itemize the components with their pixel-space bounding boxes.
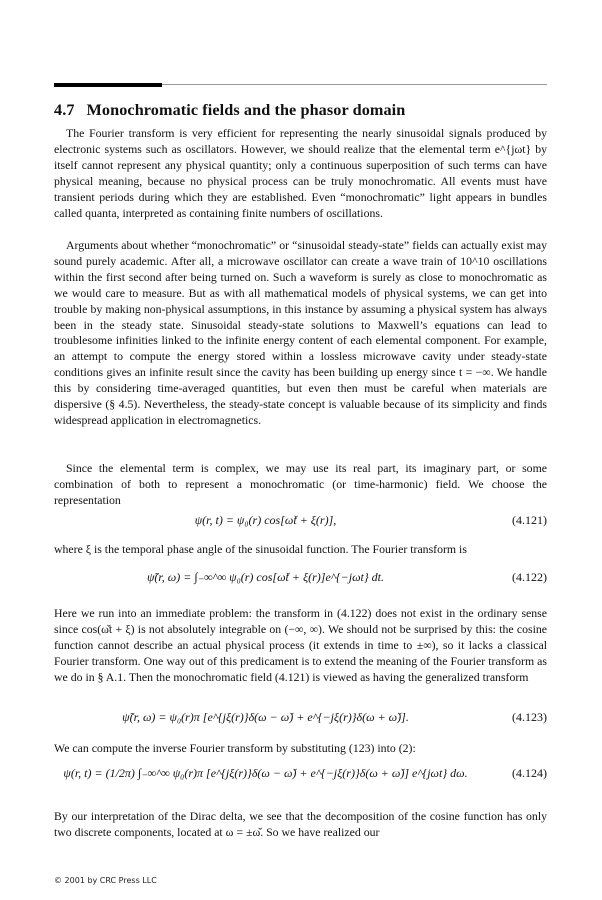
paragraph-text: Arguments about whether “monochromatic” or “sinusoidal steady-state” fields can actually exist may sound purely academic. After all, a microwave oscillator can create a wave train of 10^10 oscillations within the first second after being turned on. Such a waveform is surely as close to monochromatic as we would care to measure. But as with all mathematical models of physical systems, we can get into trouble by making non-physical assumptions, in this instance by assuming a physical system has always been in the steady state. Sinusoidal steady-state solutions to Maxwell’s equations can lead to troublesome infinities linked to the infinite energy content of each elemental component. For example, an attempt to compute the energy stored within a lossless microwave cavity under steady-state conditions gives an infinite result since the cavity has been building up energy since t = −∞. We handle this by considering time-averaged quantities, but even then must be careful when materials are dispersive (§ 4.5). Nevertheless, the steady-state concept is valuable because of its simplicity and finds widespread application in electromagnetics. bbox=[54, 238, 547, 427]
paragraph-4 bbox=[54, 542, 547, 558]
equation-label: (4.124) bbox=[512, 766, 547, 780]
paragraph-text: Since the elemental term is complex, we may use its real part, its imaginary part, or some combination of both to represent a monochromatic (or time-harmonic) field. We choose the representation bbox=[54, 461, 547, 507]
equation-formula: ψ(r, t) = (1/2π) ∫₋∞^∞ ψ₀(r)π [e^{jξ(r)}δ(ω − ω̌) + e^{−jξ(r)}δ(ω + ω̌)] e^{jωt} dω. bbox=[63, 766, 468, 780]
section-title: Monochromatic fields and the phasor domain bbox=[86, 101, 406, 119]
paragraph-7 bbox=[54, 809, 547, 841]
paragraph-3 bbox=[54, 461, 547, 509]
paragraph-text: We can compute the inverse Fourier transform by substituting (123) into (2): bbox=[54, 741, 416, 755]
header-rule-accent bbox=[54, 83, 162, 87]
equation-4-122 bbox=[54, 570, 547, 600]
paragraph-6 bbox=[54, 741, 547, 757]
paragraph-1 bbox=[54, 126, 547, 221]
paragraph-text: The Fourier transform is very efficient for representing the nearly sinusoidal signals produced by electronic systems such as oscillators. However, we should realize that the elemental term e^{jωt} by itself cannot represent any physical quantity; only a continuous superposition of such terms can have physical meaning, because no physical process can be truly monochromatic. All events must have transient periods during which they are established. Even “monochromatic” light appears in bundles called quanta, interpreted as containing finite numbers of oscillations. bbox=[54, 126, 547, 220]
equation-label: (4.121) bbox=[512, 513, 547, 527]
section-heading bbox=[54, 101, 547, 120]
equation-formula: ψ̃(r, ω) = ψ₀(r)π [e^{jξ(r)}δ(ω − ω̌) + e^{−jξ(r)}δ(ω + ω̌)]. bbox=[122, 710, 409, 724]
paragraph-text: Here we run into an immediate problem: the transform in (4.122) does not exist in the ordinary sense since cos(ω̌t + ξ) is not absolutely integrable on (−∞, ∞). We should not be surprised by this: the cosine function cannot describe an actual physical process (it extends in time to ±∞), so it lacks a classical Fourier transform. One way out of this predicament is to extend the meaning of the Fourier transform as we do in § A.1. Then the monochromatic field (4.121) is viewed as having the generalized transform bbox=[54, 606, 547, 684]
equation-label: (4.122) bbox=[512, 570, 547, 584]
paragraph-text: where ξ is the temporal phase angle of the sinusoidal function. The Fourier transform is bbox=[54, 542, 467, 556]
paragraph-2 bbox=[54, 238, 547, 429]
equation-label: (4.123) bbox=[512, 710, 547, 724]
equation-4-124 bbox=[54, 766, 547, 796]
equation-4-121 bbox=[54, 513, 547, 543]
paragraph-text: By our interpretation of the Dirac delta, we see that the decomposition of the cosine function has only two discrete components, located at ω = ±ω̌. So we have realized our bbox=[54, 809, 547, 839]
copyright-footer: © 2001 by CRC Press LLC bbox=[54, 876, 157, 885]
equation-formula: ψ(r, t) = ψ₀(r) cos[ω̌t + ξ(r)], bbox=[194, 513, 337, 527]
section-number: 4.7 bbox=[54, 101, 75, 119]
equation-formula: ψ̃(r, ω) = ∫₋∞^∞ ψ₀(r) cos[ω̌t + ξ(r)]e^{−jωt} dt. bbox=[146, 570, 385, 584]
equation-4-123 bbox=[54, 710, 547, 740]
paragraph-5 bbox=[54, 606, 547, 686]
